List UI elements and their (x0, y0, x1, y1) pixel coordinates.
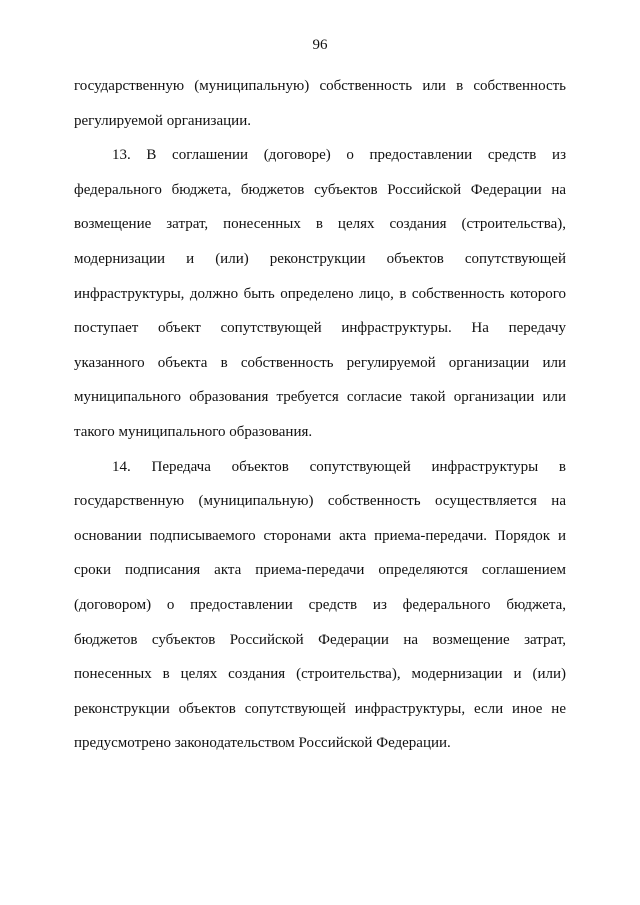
text-line: предусмотрено законодательством Российской Федерации. (74, 735, 451, 752)
text-line: 14. Передача объектов сопутствующей инфраструктуры в (112, 458, 566, 475)
paragraph-13 (74, 138, 566, 449)
document-body (74, 69, 566, 761)
text-line: инфраструктуры, должно быть определено лицо, в собственность которого (74, 285, 566, 302)
text-line: государственную (муниципальную) собственность осуществляется на (74, 493, 566, 510)
text-line: регулируемой организации. (74, 112, 251, 129)
text-line: реконструкции объектов сопутствующей инфраструктуры, если иное не (74, 700, 566, 717)
text-line: федерального бюджета, бюджетов субъектов Российской Федерации на (74, 181, 566, 198)
page-number: 96 (312, 37, 328, 53)
text-line: модернизации и (или) реконструкции объектов сопутствующей (74, 250, 566, 267)
text-line: (договором) о предоставлении средств из федерального бюджета, (74, 596, 566, 613)
text-line: государственную (муниципальную) собственность или в собственность (74, 78, 566, 94)
text-line: поступает объект сопутствующей инфраструктуры. На передачу (74, 320, 566, 337)
text-line: такого муниципального образования. (74, 423, 313, 440)
text-line: 13. В соглашении (договоре) о предоставлении средств из (112, 147, 566, 164)
paragraph-14 (74, 450, 566, 761)
text-line: основании подписываемого сторонами акта приема-передачи. Порядок и (74, 527, 566, 544)
text-line: понесенных в целях создания (строительства), модернизации и (или) (74, 666, 566, 683)
text-line: муниципального образования требуется согласие такой организации или (74, 389, 566, 406)
text-line: возмещение затрат, понесенных в целях создания (строительства), (74, 216, 566, 233)
text-line: бюджетов субъектов Российской Федерации на возмещение затрат, (74, 631, 566, 648)
text-line: указанного объекта в собственность регулируемой организации или (74, 354, 566, 371)
paragraph-continuation (74, 69, 566, 138)
text-line: сроки подписания акта приема-передачи определяются соглашением (74, 562, 566, 579)
